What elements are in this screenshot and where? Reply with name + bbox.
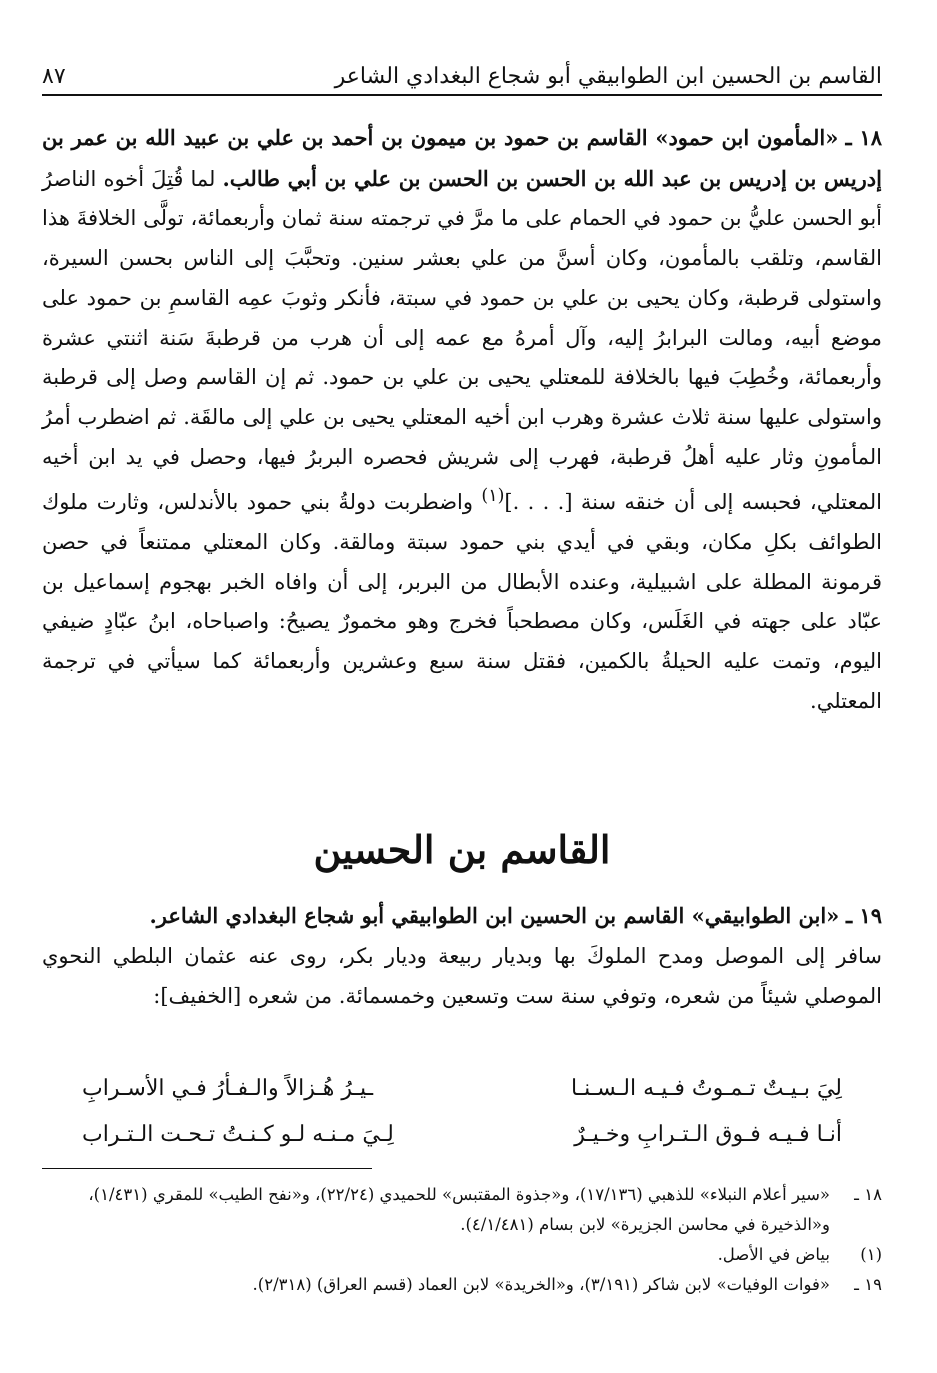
footnote-number: (١) [860,1245,882,1264]
header-rule [42,94,882,96]
entry-18 [42,118,882,722]
footnote-rule [42,1168,372,1169]
footnote-number: ١٨ ـ [854,1185,882,1204]
verse-second-hemistich: لِـيَ مـنـه لـو كـنـتُ تـحـت الـتـراب [82,1122,394,1147]
verse-first-hemistich: لِيَ بـيـتٌ تـمـوتُ فـيـه الـسـنـا [570,1076,842,1101]
entry-19-text: سافر إلى الموصل ومدح الملوكَ بها وبديار ربيعة وديار بكر، روى عنه عثمان البلطي النحوي الموصلي شيئاً من شعره، وتوفي سنة ست وتسعين وخمسمائة. من شعره [الخفيف]: [42,944,882,1008]
running-title: القاسم بن الحسين ابن الطوابيقي أبو شجاع البغدادي الشاعر [334,64,882,89]
footnote-text: بياض في الأصل. [717,1245,830,1264]
footnote-marker-1: (١) [481,486,505,507]
verse-line [82,1122,842,1147]
verse-line [82,1076,842,1101]
footnote [42,1180,882,1240]
entry-18-number: ١٨ ـ [845,125,882,150]
entry-19 [42,896,882,1016]
footnote-text: «سير أعلام النبلاء» للذهبي (١٧/١٣٦)، و«جذوة المقتبس» للحميدي (٢٢/٢٤)، و«نفح الطيب» للمقري (١/٤٣١)، و«الذخيرة في محاسن الجزيرة» لابن بسام (٤/١/٤٨١). [88,1185,830,1234]
page-number: ٨٧ [42,64,66,89]
footnotes [42,1180,882,1300]
footnote [42,1270,882,1300]
running-head [42,56,882,92]
entry-18-text-cont: واضطربت دولةُ بني حمود بالأندلس، وثارت ملوك الطوائف بكلِ مكان، وبقي في أيدي بني حمود سبتة ومالقة. وكان المعتلي ممتنعاً في حصن قرمونة المطلة على اشبيلية، وعنده الأبطال من البربر، إلى أن وافاه الخبر بهجوم إسماعيل بن عبّاد على جهته في الغَلَس، وكان مصطحباً فخرج وهو مخمورٌ يصيحُ: واصباحاه، ابنُ عبّادٍ ضيفي اليوم، وتمت عليه الحيلةُ بالكمين، فقتل سنة سبع وعشرين وأربعمائة كما سيأتي في ترجمة المعتلي. [42,490,882,713]
entry-19-heading: «ابن الطوابيقي» القاسم بن الحسين ابن الطوابيقي أبو شجاع البغدادي الشاعر. [149,903,840,928]
entry-18-heading: «المأمون ابن حمود» القاسم بن حمود بن ميمون بن أحمد بن علي بن عبيد الله بن عمر بن إدريس بن إدريس بن عبد الله بن الحسن بن الحسن بن علي بن أبي طالب. [42,125,882,191]
entry-18-text: لما قُتِلَ أخوه الناصرُ أبو الحسن عليُّ بن حمود في الحمام على ما مرَّ في ترجمته سنة ثمان وأربعمائة، تولَّى الخلافةَ هذا القاسم، وتلقب بالمأمون، وكان أسنَّ من علي بعشر سنين. وتحبَّبَ إلى الناس بحسن السيرة، واستولى قرطبة، وكان يحيى بن علي بن حمود في سبتة، فأنكر وثوبَ عمِه القاسمِ بن حمود على موضع أبيه، ومالت البرابرُ إليه، وآل أمرهُ مع عمه إلى أن هرب من قرطبةَ سَنة اثنتي عشرة وأربعمائة، وخُطِبَ فيها بالخلافة للمعتلي يحيى بن علي بن حمود. ثم إن القاسم وصل إلى قرطبة واستولى عليها سنة ثلاث عشرة وهرب ابن أخيه المعتلي يحيى بن علي إلى مالقَة. ثم اضطرب أمرُ المأمونِ وثار عليه أهلُ قرطبة، فهرب إلى شريش فحصره البربرُ فيها، وحصل في يد ابن أخيه المعتلي، فحبسه إلى أن خنقه سنة [. . . .] [42,166,882,515]
verse-first-hemistich: أنـا فـيـه فـوق الـتـرابِ وخـيـرٌ [574,1122,842,1147]
footnote-number: ١٩ ـ [854,1275,882,1294]
footnote-text: «فوات الوفيات» لابن شاكر (٣/١٩١)، و«الخريدة» لابن العماد (قسم العراق) (٢/٣١٨). [252,1275,830,1294]
verse-second-hemistich: ـيـرُ هُـزالاً والـفـأرُ فـي الأسـرابِ [82,1076,374,1101]
footnote [42,1240,882,1270]
entry-19-number: ١٩ ـ [845,903,882,928]
section-title: القاسم بن الحسين [313,827,611,872]
